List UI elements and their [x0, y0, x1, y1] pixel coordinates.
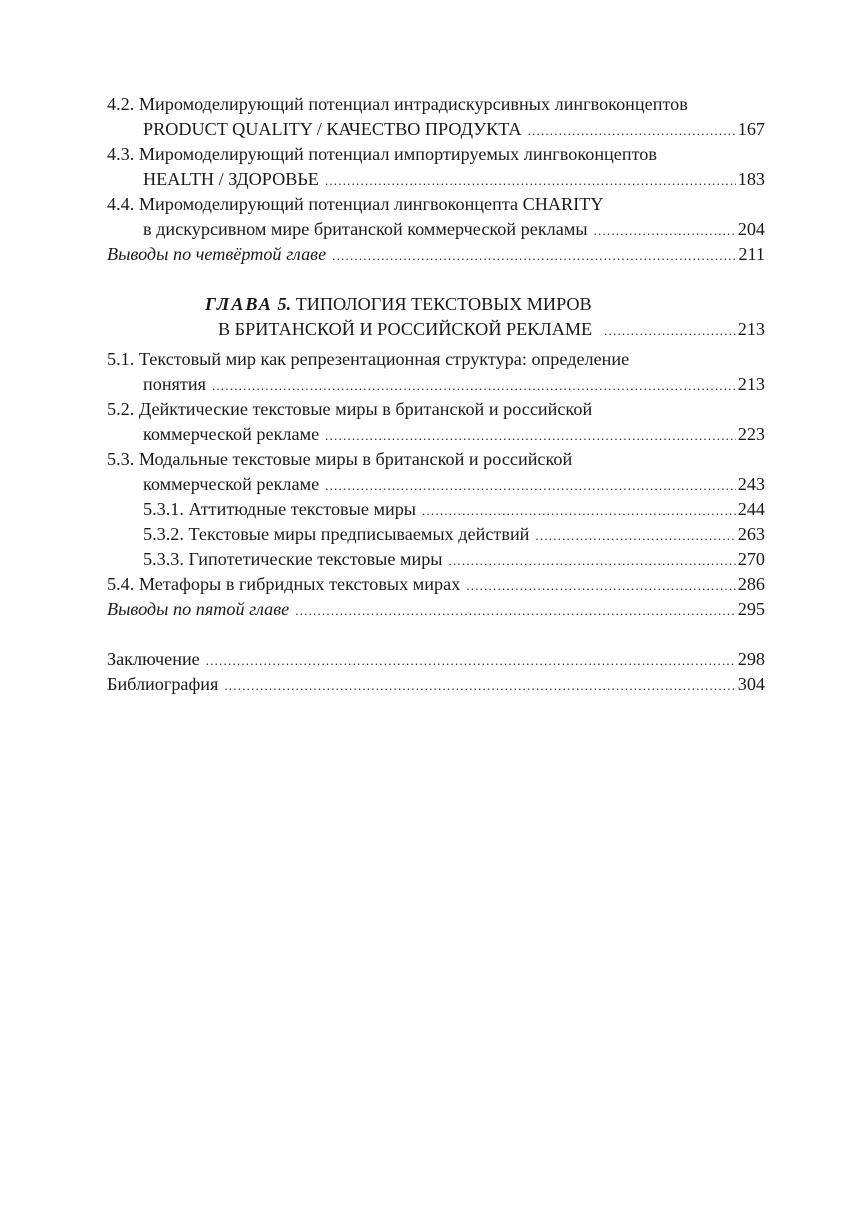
leader-dots	[594, 218, 736, 243]
toc-title-cont: PRODUCT QUALITY / КАЧЕСТВО ПРОДУКТА	[143, 119, 522, 139]
toc-entry-conclusion[interactable]	[107, 647, 765, 672]
toc-page-number: 298	[737, 649, 765, 669]
toc-entry-4-4[interactable]	[107, 192, 765, 242]
toc-page-number: 211	[738, 244, 765, 264]
leader-dots	[604, 318, 736, 343]
chapter-number: 5.	[277, 294, 292, 314]
leader-dots	[535, 523, 735, 548]
toc-title: Выводы по четвёртой главе	[107, 244, 327, 264]
toc-number: 5.2.	[107, 399, 135, 419]
toc-title-cont: понятия	[143, 374, 206, 394]
toc-page-number: 304	[737, 674, 765, 694]
leader-dots	[422, 498, 736, 523]
leader-dots	[325, 473, 736, 498]
toc-title: Текстовый мир как репрезентационная структура: определение	[138, 349, 630, 369]
toc-entry-4-2[interactable]	[107, 92, 765, 142]
toc-title: Метафоры в гибридных текстовых мирах	[138, 574, 461, 594]
toc-title: Гипотетические текстовые миры	[188, 549, 443, 569]
toc-page-number: 243	[737, 474, 765, 494]
toc-number: 5.4.	[107, 574, 135, 594]
toc-page-number: 167	[737, 119, 765, 139]
leader-dots	[224, 673, 735, 698]
toc-number: 5.3.3.	[143, 549, 184, 569]
toc-page-number: 223	[737, 424, 765, 444]
chapter-title-cont: В БРИТАНСКОЙ И РОССИЙСКОЙ РЕКЛАМЕ	[218, 319, 593, 339]
toc-title: Дейктические текстовые миры в британской и российской	[138, 399, 593, 419]
toc-page-number: 263	[737, 524, 765, 544]
toc-number: 4.3.	[107, 144, 135, 164]
toc-entry-5-1[interactable]	[107, 347, 765, 397]
toc-entry-5-2[interactable]	[107, 397, 765, 447]
toc-entry-5-3[interactable]	[107, 447, 765, 497]
toc-title: Библиография	[107, 674, 219, 694]
leader-dots	[212, 373, 736, 398]
toc-page-number: 295	[737, 599, 765, 619]
toc-entry-5-3-1[interactable]	[107, 497, 765, 522]
chapter-label: ГЛАВА	[205, 294, 273, 314]
leader-dots	[206, 648, 736, 673]
toc-page-number: 286	[737, 574, 765, 594]
toc-title: Текстовые миры предписываемых действий	[188, 524, 530, 544]
toc-title: Аттитюдные текстовые миры	[188, 499, 417, 519]
toc-title-cont: коммерческой рекламе	[143, 474, 320, 494]
toc-title: Заключение	[107, 649, 200, 669]
toc-page-number: 244	[737, 499, 765, 519]
toc-page-number: 204	[737, 219, 765, 239]
toc-page-number: 213	[737, 374, 765, 394]
toc-title: Миромоделирующий потенциал лингвоконцепта CHARITY	[138, 194, 604, 214]
leader-dots	[466, 573, 735, 598]
table-of-contents	[107, 92, 765, 697]
toc-entry-5-3-2[interactable]	[107, 522, 765, 547]
toc-entry-4-3[interactable]	[107, 142, 765, 192]
toc-number: 5.3.2.	[143, 524, 184, 544]
toc-entry-5-3-3[interactable]	[107, 547, 765, 572]
toc-title-cont: коммерческой рекламе	[143, 424, 320, 444]
toc-title: Миромоделирующий потенциал импортируемых лингвоконцептов	[138, 144, 657, 164]
toc-number: 5.3.	[107, 449, 135, 469]
toc-page-number: 183	[737, 169, 765, 189]
toc-number: 5.1.	[107, 349, 135, 369]
toc-title: Миромоделирующий потенциал интрадискурсивных лингвоконцептов	[138, 94, 688, 114]
toc-title-cont: в дискурсивном мире британской коммерческой рекламы	[143, 219, 588, 239]
toc-entry-bibliography[interactable]	[107, 672, 765, 697]
toc-page-number: 270	[737, 549, 765, 569]
toc-title: Выводы по пятой главе	[107, 599, 290, 619]
toc-chapter-5[interactable]	[107, 292, 765, 342]
leader-dots	[449, 548, 736, 573]
leader-dots	[332, 243, 736, 268]
toc-number: 5.3.1.	[143, 499, 184, 519]
leader-dots	[295, 598, 735, 623]
leader-dots	[325, 423, 736, 448]
toc-title-cont: HEALTH / ЗДОРОВЬЕ	[143, 169, 319, 189]
toc-entry-conclusions-5[interactable]	[107, 597, 765, 622]
chapter-title: ТИПОЛОГИЯ ТЕКСТОВЫХ МИРОВ	[295, 294, 592, 314]
leader-dots	[528, 118, 736, 143]
toc-entry-5-4[interactable]	[107, 572, 765, 597]
toc-entry-conclusions-4[interactable]	[107, 242, 765, 267]
toc-title: Модальные текстовые миры в британской и российской	[138, 449, 573, 469]
leader-dots	[325, 168, 736, 193]
toc-number: 4.2.	[107, 94, 135, 114]
toc-number: 4.4.	[107, 194, 135, 214]
toc-page-number: 213	[737, 319, 765, 339]
